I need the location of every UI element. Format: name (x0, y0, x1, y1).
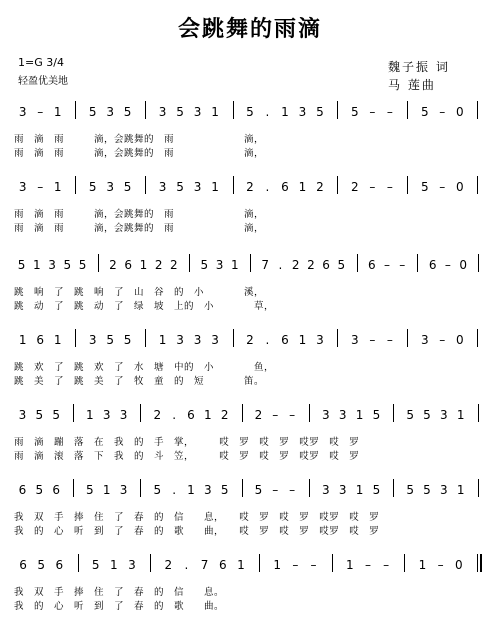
note: 6 (367, 258, 376, 272)
note: 1 (418, 558, 427, 572)
lyric-line: 我 双 手 捧 住 了 春 的 信 息。 (14, 587, 225, 598)
lyric-line: 跳 美 了 跳 美 了 牧 童 的 短 笛。 (14, 376, 265, 387)
note: 1 (110, 558, 118, 572)
lyricist-credit: 魏子振 词 (388, 60, 450, 74)
note: 5 (78, 258, 87, 272)
note: 5 (420, 180, 429, 194)
note: 7 (200, 558, 209, 572)
note: 3 (193, 180, 202, 194)
note: – (37, 105, 44, 119)
bar-line (478, 254, 479, 272)
note: 2 (109, 258, 117, 272)
bar-line (242, 479, 243, 497)
note: – (439, 180, 446, 194)
note: 5 (220, 483, 229, 497)
bar-line (140, 479, 141, 497)
note: 3 (211, 333, 219, 347)
note: 1 (102, 483, 111, 497)
bar-line (337, 329, 338, 347)
note: 1 (204, 408, 212, 422)
note: – (399, 258, 406, 272)
note: 5 (35, 483, 44, 497)
note: 5 (337, 258, 346, 272)
note: 5 (37, 558, 46, 572)
bar-line (233, 176, 234, 194)
note: 5 (420, 105, 429, 119)
note: 6 (187, 408, 195, 422)
note: 1 (53, 333, 62, 347)
note: 5 (123, 333, 132, 347)
note: 3 (158, 180, 167, 194)
note: 5 (246, 105, 254, 119)
bar-line (309, 479, 310, 497)
note: – (386, 180, 393, 194)
note: – (289, 483, 296, 497)
note: 6 (322, 258, 330, 272)
note: 1 (158, 333, 167, 347)
bar-line (404, 554, 405, 572)
bar-line (150, 554, 151, 572)
note: . (184, 558, 189, 572)
note: 5 (88, 105, 97, 119)
note: – (310, 558, 317, 572)
bar-line (478, 404, 479, 422)
note: – (289, 408, 296, 422)
bar-line (250, 254, 251, 272)
note: – (272, 408, 279, 422)
note: 3 (338, 483, 347, 497)
note: 3 (106, 105, 114, 119)
note: 1 (273, 558, 282, 572)
bar-line (309, 404, 310, 422)
note: – (292, 558, 299, 572)
bar-line (407, 176, 408, 194)
note: 3 (440, 408, 448, 422)
note: 7 (261, 258, 270, 272)
note: – (386, 105, 393, 119)
composer-credit: 马 莲曲 (388, 78, 436, 92)
note: 3 (322, 483, 330, 497)
lyric-line: 雨 滴 滚 落 下 我 的 斗 笠， 哎 罗 哎 罗 哎罗 哎 罗 (14, 451, 360, 462)
note: 2 (254, 408, 263, 422)
bar-line (75, 176, 76, 194)
note: 5 (17, 258, 26, 272)
lyric-line: 雨 滴 蹦 落 在 我 的 手 掌， 哎 罗 哎 罗 哎罗 哎 罗 (14, 437, 360, 448)
note: 1 (33, 258, 41, 272)
note: 2 (351, 180, 359, 194)
page-title: 会跳舞的雨滴 (177, 17, 322, 42)
key-signature: 1=G 3/4 (18, 56, 64, 69)
note: 6 (36, 333, 45, 347)
bar-line-end (480, 554, 482, 572)
note: . (265, 180, 270, 194)
note: . (172, 483, 177, 497)
bar-line (393, 404, 394, 422)
note: 3 (18, 105, 27, 119)
note: 5 (35, 408, 44, 422)
note: 3 (351, 333, 359, 347)
note: 0 (459, 258, 467, 272)
note: – (365, 558, 371, 572)
note: 3 (119, 408, 128, 422)
note: 1 (139, 258, 148, 272)
note: 1 (187, 483, 195, 497)
bar-line (357, 254, 358, 272)
lyric-line: 雨 滴 雨 滴，会跳舞的 雨 滴， (14, 134, 265, 145)
bar-line (242, 404, 243, 422)
note: 5 (423, 483, 431, 497)
lyric-line: 跳 动 了 跳 动 了 绿 坡 上的 小 草， (14, 301, 275, 312)
note: 3 (88, 333, 97, 347)
note: – (369, 180, 376, 194)
note: 2 (170, 258, 178, 272)
note: 0 (454, 558, 463, 572)
note: 5 (316, 105, 324, 119)
lyric-line: 跳 欢 了 跳 欢 了 水 塘 中的 小 鱼， (14, 362, 275, 373)
note: 3 (18, 180, 27, 194)
note: – (369, 105, 376, 119)
lyric-line: 雨 滴 雨 滴，会跳舞的 雨 滴， (14, 223, 265, 234)
note: – (37, 180, 44, 194)
note: 1 (355, 483, 364, 497)
note: 5 (200, 258, 209, 272)
bar-line (477, 554, 478, 572)
bar-line (233, 101, 234, 119)
note: 2 (246, 180, 254, 194)
note: 3 (440, 483, 448, 497)
lyric-line: 我 的 心 听 到 了 春 的 歌 曲。 (14, 601, 225, 612)
note: 2 (153, 408, 162, 422)
note: 1 (86, 408, 94, 422)
note: 1 (211, 180, 219, 194)
note: 1 (237, 558, 245, 572)
note: 3 (48, 258, 56, 272)
note: 0 (455, 180, 464, 194)
note: 2 (220, 408, 229, 422)
note: 6 (281, 333, 289, 347)
note: 6 (18, 483, 27, 497)
note: 5 (406, 408, 414, 422)
note: 1 (53, 105, 62, 119)
note: 3 (215, 258, 224, 272)
note: 1 (346, 558, 354, 572)
tempo-marking: 轻盈优美地 (18, 76, 68, 87)
note: 1 (53, 180, 62, 194)
bar-line (259, 554, 260, 572)
note: – (369, 333, 376, 347)
note: 5 (372, 483, 381, 497)
note: 3 (128, 558, 136, 572)
bar-line (145, 329, 146, 347)
bar-line (233, 329, 234, 347)
note: 1 (456, 483, 465, 497)
note: 5 (63, 258, 72, 272)
note: 1 (281, 105, 289, 119)
note: – (439, 105, 446, 119)
note: – (439, 333, 446, 347)
bar-line (78, 554, 79, 572)
note: 2 (164, 558, 173, 572)
bar-line (417, 254, 418, 272)
note: 3 (102, 408, 111, 422)
note: 6 (218, 558, 227, 572)
note: 5 (91, 558, 100, 572)
note: 5 (372, 408, 381, 422)
note: 5 (106, 333, 114, 347)
bar-line (75, 329, 76, 347)
note: 1 (18, 333, 27, 347)
note: 2 (316, 180, 324, 194)
bar-line (478, 479, 479, 497)
note: 3 (420, 333, 429, 347)
note: 2 (291, 258, 300, 272)
bar-line (407, 329, 408, 347)
note: 3 (338, 408, 347, 422)
lyric-line: 雨 滴 雨 滴，会跳舞的 雨 滴， (14, 148, 265, 159)
note: 1 (298, 333, 307, 347)
bar-line (145, 176, 146, 194)
note: 3 (193, 333, 202, 347)
bar-line (75, 101, 76, 119)
lyric-line: 雨 滴 雨 滴，会跳舞的 雨 滴， (14, 209, 265, 220)
note: 5 (123, 180, 132, 194)
note: 3 (322, 408, 330, 422)
bar-line (337, 101, 338, 119)
note: – (272, 483, 279, 497)
bar-line (407, 101, 408, 119)
note: 6 (428, 258, 437, 272)
bar-line (393, 479, 394, 497)
note: 3 (158, 105, 167, 119)
note: 5 (153, 483, 162, 497)
note: 1 (211, 105, 219, 119)
note: 6 (124, 258, 133, 272)
note: – (386, 333, 393, 347)
bar-line (337, 176, 338, 194)
note: 5 (176, 105, 184, 119)
note: 5 (123, 105, 132, 119)
bar-line (73, 479, 74, 497)
note: 5 (406, 483, 414, 497)
bar-line (477, 329, 478, 347)
note: 0 (455, 105, 464, 119)
lyric-line: 跳 响 了 跳 响 了 山 谷 的 小 溪， (14, 287, 265, 298)
note: 3 (18, 408, 27, 422)
note: 5 (88, 180, 97, 194)
bar-line (140, 404, 141, 422)
note: 3 (298, 105, 307, 119)
bar-line (73, 404, 74, 422)
note: 6 (52, 483, 60, 497)
note: 2 (307, 258, 315, 272)
lyric-line: 我 的 心 听 到 了 春 的 歌 曲， 哎 罗 哎 罗 哎罗 哎 罗 (14, 526, 380, 537)
note: 3 (193, 105, 202, 119)
note: 5 (351, 105, 359, 119)
note: 5 (176, 180, 184, 194)
bar-line (98, 254, 99, 272)
bar-line (477, 176, 478, 194)
note: 6 (281, 180, 289, 194)
note: . (172, 408, 177, 422)
bar-line (332, 554, 333, 572)
bar-line (477, 101, 478, 119)
note: . (265, 105, 270, 119)
note: . (265, 333, 270, 347)
note: – (444, 258, 451, 272)
note: 3 (106, 180, 114, 194)
note: 5 (423, 408, 431, 422)
note: 6 (19, 558, 27, 572)
note: 5 (86, 483, 94, 497)
note: – (383, 558, 390, 572)
note: . (278, 258, 283, 272)
note: – (437, 558, 444, 572)
note: 5 (254, 483, 263, 497)
bar-line (145, 101, 146, 119)
note: 2 (246, 333, 254, 347)
bar-line (189, 254, 190, 272)
note: 1 (298, 180, 307, 194)
note: 3 (119, 483, 128, 497)
note: 3 (204, 483, 212, 497)
lyric-line: 我 双 手 捧 住 了 春 的 信 息， 哎 罗 哎 罗 哎罗 哎 罗 (14, 512, 380, 523)
note: 0 (455, 333, 464, 347)
note: 3 (316, 333, 324, 347)
note: 3 (176, 333, 184, 347)
note: 1 (355, 408, 364, 422)
note: 5 (52, 408, 60, 422)
note: 1 (230, 258, 239, 272)
note: – (384, 258, 391, 272)
note: 6 (55, 558, 64, 572)
note: 1 (456, 408, 465, 422)
note: 2 (154, 258, 163, 272)
